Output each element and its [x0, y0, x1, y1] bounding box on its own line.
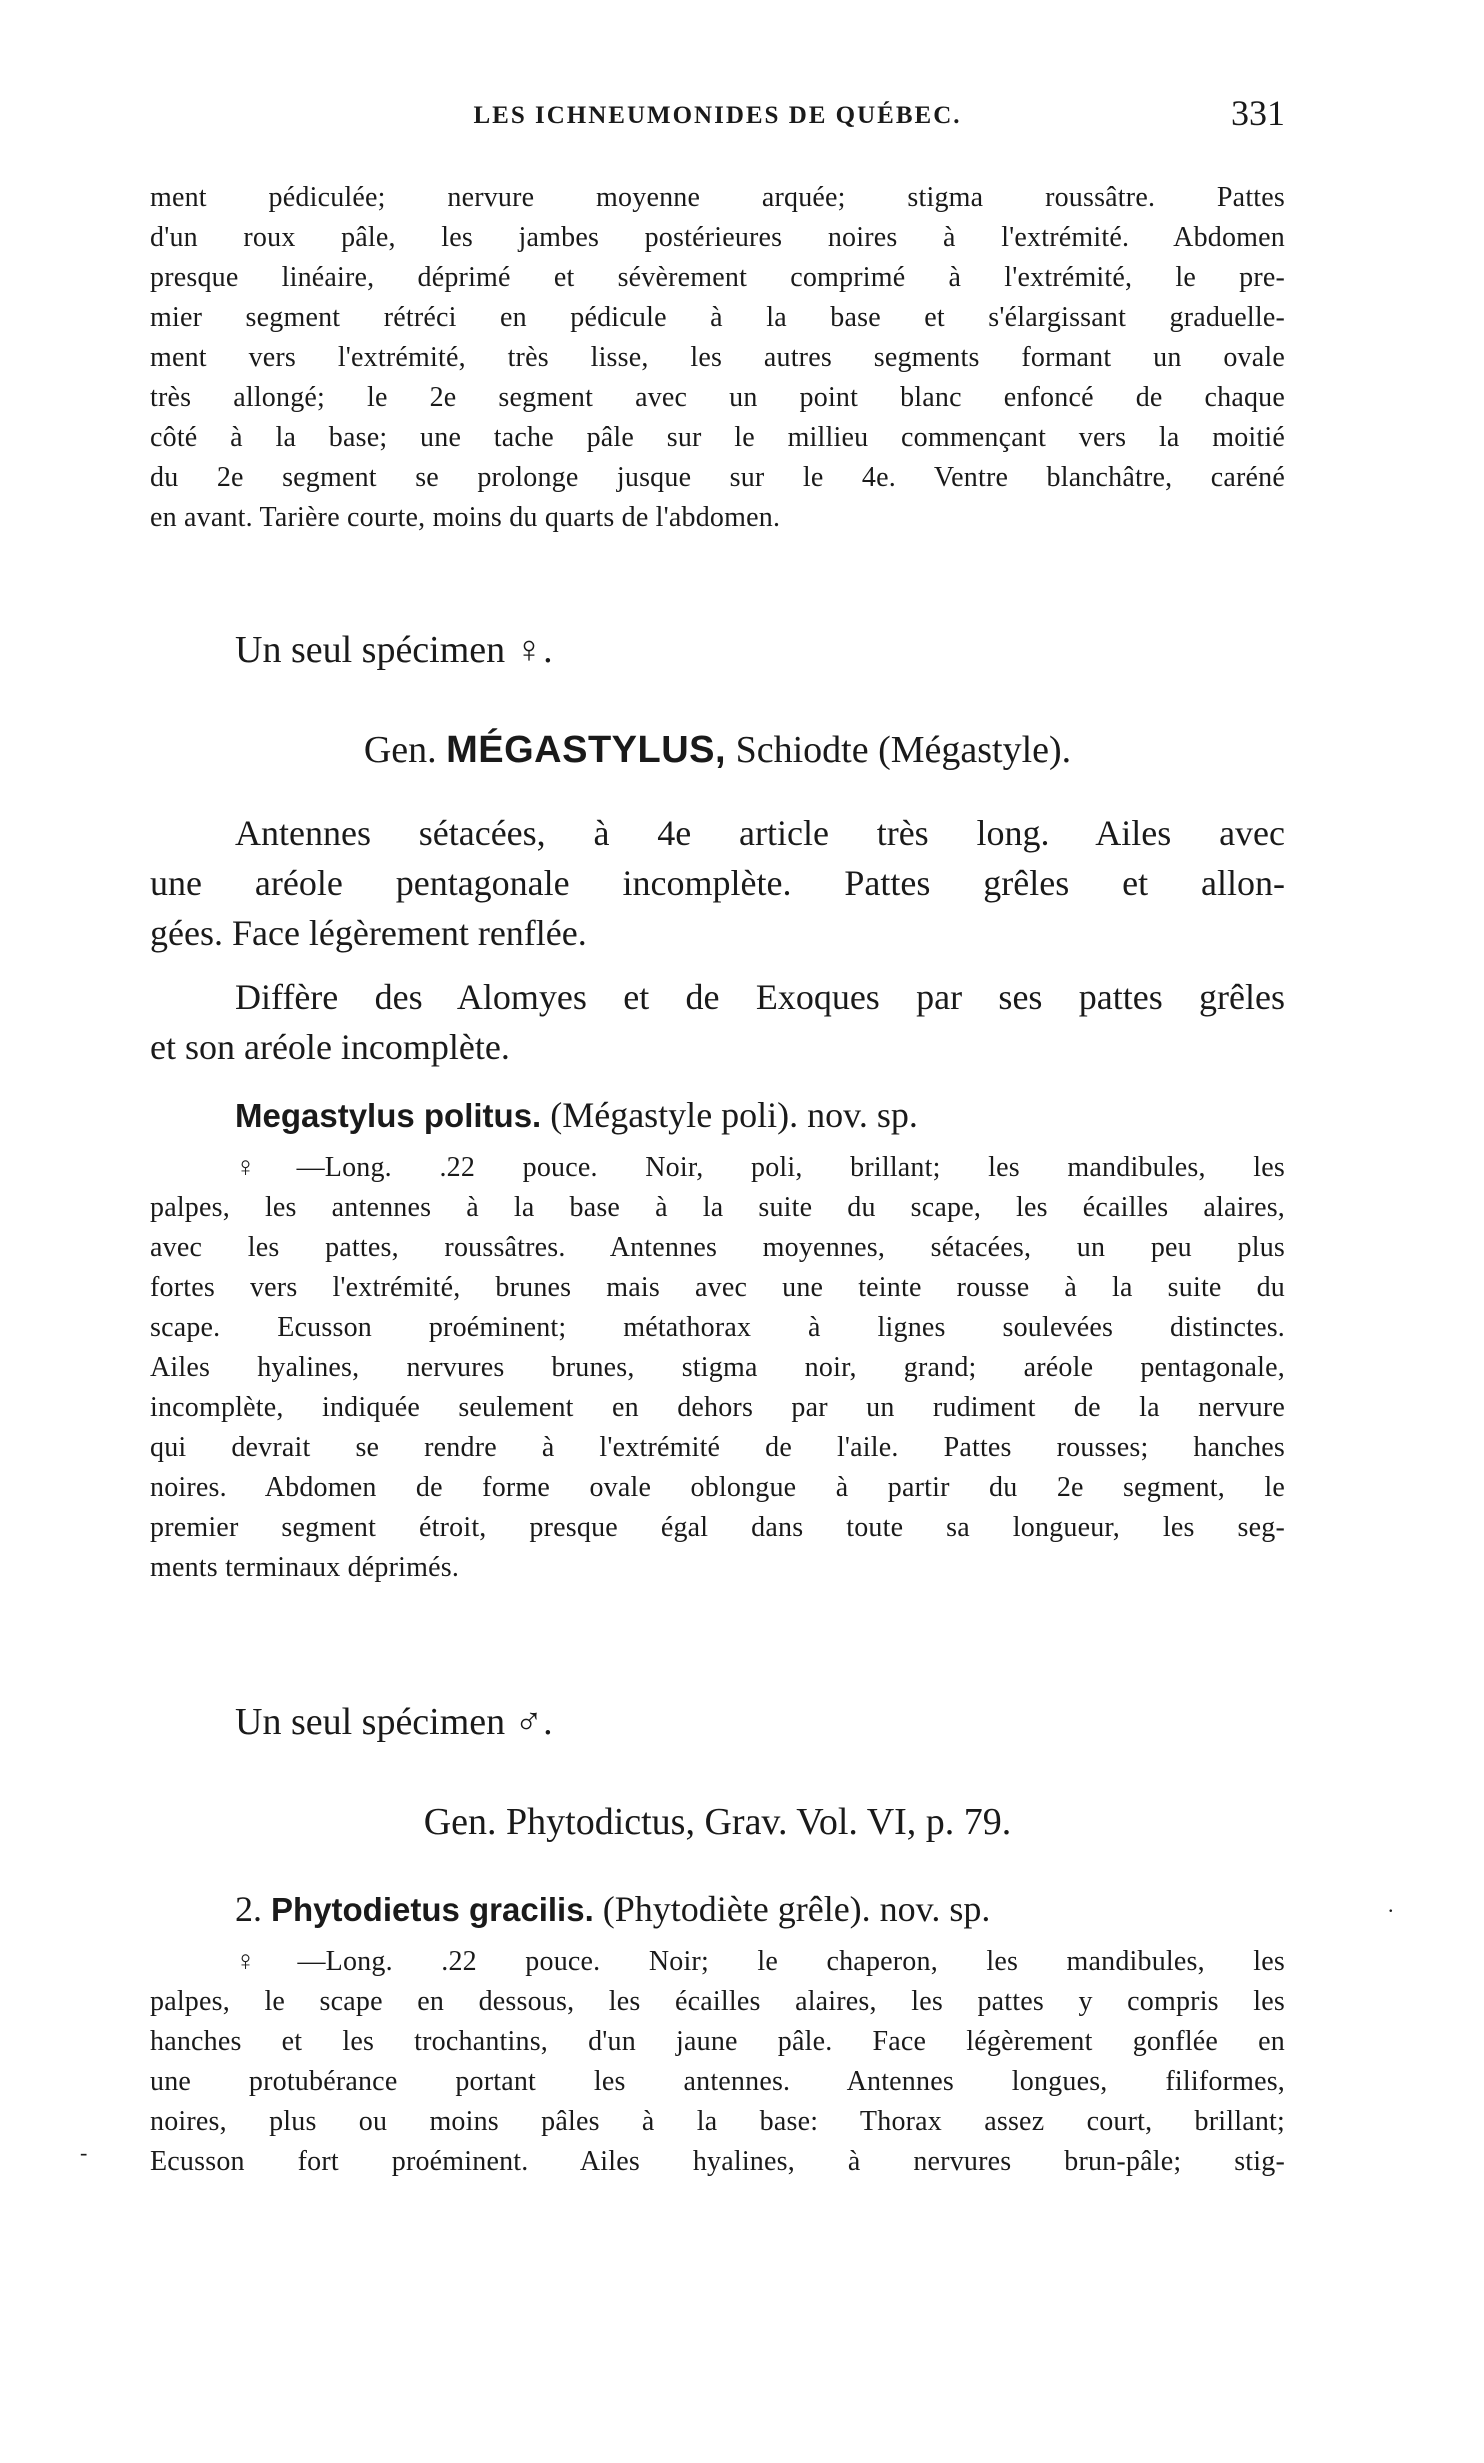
- text-line: ment vers l'extrémité, très lisse, les autres segments formant un ovale: [150, 342, 1285, 373]
- text-line: une protubérance portant les antennes. Antennes longues, filiformes,: [150, 2066, 1285, 2097]
- text-line: d'un roux pâle, les jambes postérieures noires à l'extrémité. Abdomen: [150, 222, 1285, 253]
- specimen-note: [150, 628, 1285, 672]
- text-line: hanches et les trochantins, d'un jaune pâle. Face légèrement gonflée en: [150, 2026, 1285, 2057]
- specimen-count: Un seul spécimen ♂.: [235, 1701, 553, 1743]
- text-line: ♀—Long. .22 pouce. Noir; le chaperon, les mandibules, les: [235, 1946, 1285, 1977]
- text-line: noires, plus ou moins pâles à la base: Thorax assez court, brillant;: [150, 2106, 1285, 2137]
- species-common-name: (Phytodiète grêle). nov. sp.: [602, 1889, 991, 1929]
- running-title: LES ICHNEUMONIDES DE QUÉBEC.: [473, 102, 962, 129]
- margin-mark: .: [1388, 1892, 1394, 1917]
- text-line: qui devrait se rendre à l'extrémité de l'aile. Pattes rousses; hanches: [150, 1432, 1285, 1463]
- paragraph-species-description: [150, 1942, 1285, 2182]
- text-line: gées. Face légèrement renflée.: [150, 913, 587, 953]
- species-heading: [150, 1094, 1285, 1136]
- paragraph-genus-comparison: [150, 972, 1285, 1072]
- text-line: mier segment rétréci en pédicule à la base et s'élargissant graduelle-: [150, 302, 1285, 333]
- text-line: Antennes sétacées, à 4e article très long. Ailes avec: [235, 813, 1285, 853]
- species-name: Megastylus politus.: [235, 1097, 542, 1134]
- text-line: ♀—Long. .22 pouce. Noir, poli, brillant; les mandibules, les: [235, 1152, 1285, 1183]
- text-line: noires. Abdomen de forme ovale oblongue à partir du 2e segment, le: [150, 1472, 1285, 1503]
- genus-heading: [150, 728, 1285, 772]
- text-line: très allongé; le 2e segment avec un point blanc enfoncé de chaque: [150, 382, 1285, 413]
- margin-mark: -: [80, 2140, 88, 2165]
- genus-prefix: Gen.: [363, 729, 437, 771]
- text-line: et son aréole incomplète.: [150, 1027, 510, 1067]
- species-common-name: (Mégastyle poli). nov. sp.: [550, 1095, 918, 1135]
- text-line: palpes, le scape en dessous, les écailles alaires, les pattes y compris les: [150, 1986, 1285, 2017]
- species-name: Phytodietus gracilis.: [271, 1891, 594, 1928]
- text-line: avec les pattes, roussâtres. Antennes moyennes, sétacées, un peu plus: [150, 1232, 1285, 1263]
- text-line: ments terminaux déprimés.: [150, 1552, 460, 1583]
- species-heading: [150, 1888, 1285, 1930]
- species-number: 2.: [235, 1889, 262, 1929]
- genus-title: Gen. Phytodictus, Grav. Vol. VI, p. 79.: [423, 1801, 1012, 1843]
- text-line: ment pédiculée; nervure moyenne arquée; stigma roussâtre. Pattes: [150, 182, 1285, 213]
- specimen-note: [150, 1700, 1285, 1744]
- text-line: Ailes hyalines, nervures brunes, stigma noir, grand; aréole pentagonale,: [150, 1352, 1285, 1383]
- text-line: du 2e segment se prolonge jusque sur le 4e. Ventre blanchâtre, caréné: [150, 462, 1285, 493]
- text-line: une aréole pentagonale incomplète. Pattes grêles et allon-: [150, 863, 1285, 903]
- genus-heading: [150, 1800, 1285, 1844]
- text-line: presque linéaire, déprimé et sévèrement comprimé à l'extrémité, le pre-: [150, 262, 1285, 293]
- genus-author: Schiodte (Mégastyle).: [735, 729, 1072, 771]
- text-line: Ecusson fort proéminent. Ailes hyalines, à nervures brun-pâle; stig-: [150, 2146, 1285, 2177]
- text-line: côté à la base; une tache pâle sur le millieu commençant vers la moitié: [150, 422, 1285, 453]
- text-line: en avant. Tarière courte, moins du quarts de l'abdomen.: [150, 502, 781, 533]
- genus-name: MÉGASTYLUS,: [446, 729, 727, 771]
- paragraph-species-description: [150, 1148, 1285, 1588]
- page-number: 331: [1231, 93, 1285, 133]
- text-line: palpes, les antennes à la base à la suite du scape, les écailles alaires,: [150, 1192, 1285, 1223]
- paragraph-continuation: [150, 178, 1285, 538]
- text-line: incomplète, indiquée seulement en dehors par un rudiment de la nervure: [150, 1392, 1285, 1423]
- specimen-count: Un seul spécimen ♀.: [235, 629, 553, 671]
- text-line: premier segment étroit, presque égal dans toute sa longueur, les seg-: [150, 1512, 1285, 1543]
- text-line: scape. Ecusson proéminent; métathorax à lignes soulevées distinctes.: [150, 1312, 1285, 1343]
- paragraph-genus-description: [150, 808, 1285, 958]
- text-line: Diffère des Alomyes et de Exoques par ses pattes grêles: [235, 977, 1285, 1017]
- running-head: [150, 92, 1285, 142]
- text-line: fortes vers l'extrémité, brunes mais avec une teinte rousse à la suite du: [150, 1272, 1285, 1303]
